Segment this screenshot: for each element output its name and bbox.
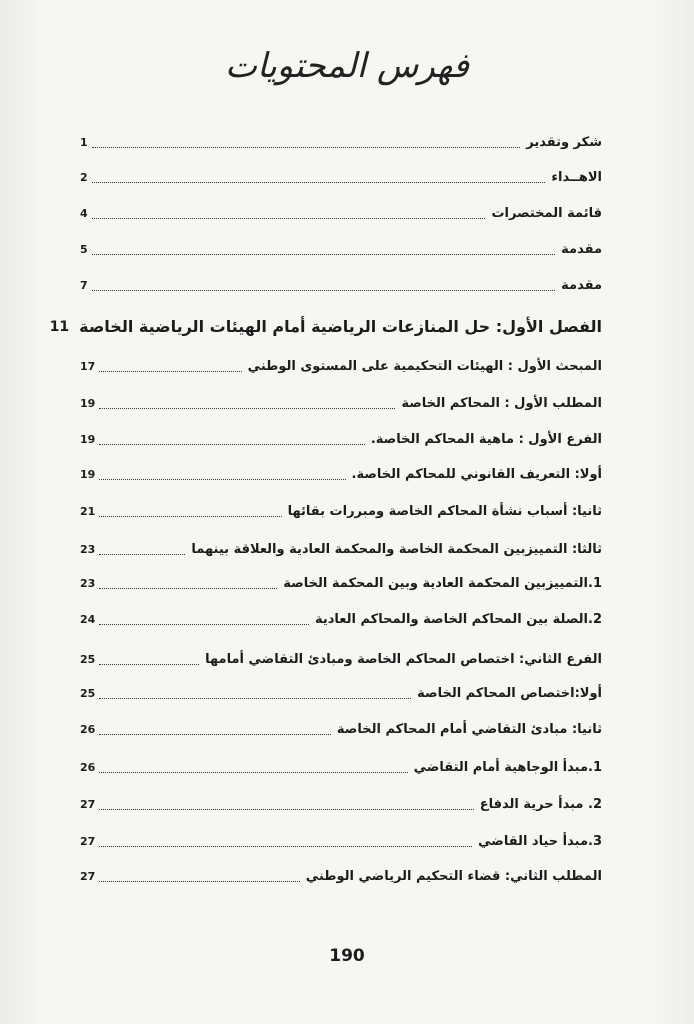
toc-entry — [80, 271, 602, 295]
toc-entry-page: 25 — [80, 687, 96, 700]
toc-entry-page: 26 — [80, 761, 96, 774]
toc-leader-dots — [99, 808, 473, 810]
toc-entry-label: ثالثا: التمييزبين المحكمة الخاصة والمحكمة العادية والعلاقة بينهما — [191, 542, 602, 557]
page-title: فهرس المحتويات — [224, 46, 470, 86]
toc-leader-dots — [99, 663, 199, 665]
toc-leader-dots — [99, 587, 277, 589]
toc-entry-label: الفرع الثاني: اختصاص المحاكم الخاصة ومبادئ التقاضي أمامها — [205, 652, 602, 667]
toc-entry-label: 3.مبدأ حياد القاضي — [478, 834, 602, 849]
toc-entry-label: 1.التمييزبين المحكمة العادية وبين المحكمة الخاصة — [283, 576, 602, 591]
toc-entry — [80, 790, 602, 814]
toc-entry-page: 1 — [80, 136, 88, 149]
toc-entry — [80, 753, 602, 777]
toc-entry-page: 23 — [80, 577, 96, 590]
toc-entry-page: 5 — [80, 243, 88, 256]
toc-entry — [80, 535, 602, 559]
toc-leader-dots — [92, 181, 546, 183]
toc-leader-dots — [99, 845, 472, 847]
toc-entry-label: قائمة المختصرات — [491, 206, 602, 221]
toc-leader-dots — [99, 553, 185, 555]
toc-entry-label: أولا:اختصاص المحاكم الخاصة — [417, 686, 602, 701]
toc-entry — [80, 425, 602, 449]
toc-entry-label: أولا: التعريف القانوني للمحاكم الخاصة. — [351, 467, 602, 482]
toc-entry — [80, 352, 602, 376]
toc-entry-page: 11 — [49, 319, 70, 335]
toc-entry-page: 23 — [80, 543, 96, 556]
toc-entry — [80, 645, 602, 669]
toc-entry-page: 21 — [80, 505, 96, 518]
toc-leader-dots — [99, 515, 281, 517]
toc-entry-page: 7 — [80, 279, 88, 292]
toc-entry-label: ثانيا: مبادئ التقاضي أمام المحاكم الخاصة — [336, 722, 602, 737]
toc-entry-label: المبحث الأول : الهيئات التحكيمية على المستوى الوطني — [247, 359, 602, 374]
toc-entry-page: 24 — [80, 613, 96, 626]
toc-entry — [80, 163, 602, 187]
toc-entry-label: الفصل الأول: حل المنازعات الرياضية أمام الهيئات الرياضية الخاصة — [79, 317, 602, 336]
toc-entry — [80, 605, 602, 629]
toc-leader-dots — [99, 407, 395, 409]
toc-entry-page: 19 — [80, 468, 96, 481]
toc-entry-page: 17 — [80, 360, 96, 373]
toc-chapter-entry — [49, 312, 602, 336]
toc-entry — [80, 715, 602, 739]
toc-leader-dots — [92, 289, 555, 291]
toc-entry-label: شكر وتقدير — [526, 135, 602, 150]
toc-entry — [80, 569, 602, 593]
toc-leader-dots — [99, 478, 345, 480]
toc-entry-page: 27 — [80, 870, 96, 883]
toc-entry-page: 25 — [80, 653, 96, 666]
toc-leader-dots — [99, 697, 411, 699]
toc-entry-page: 2 — [80, 171, 88, 184]
toc-entry-page: 4 — [80, 207, 88, 220]
toc-entry — [80, 679, 602, 703]
toc-entry — [80, 827, 602, 851]
toc-leader-dots — [99, 733, 331, 735]
toc-entry-label: المطلب الثاني: قضاء التحكيم الرياضي الوطني — [305, 869, 602, 884]
toc-entry — [80, 460, 602, 484]
toc-entry-page: 19 — [80, 397, 96, 410]
toc-leader-dots — [99, 443, 365, 445]
toc-leader-dots — [99, 880, 299, 882]
toc-leader-dots — [92, 217, 486, 219]
toc-leader-dots — [92, 146, 521, 148]
toc-leader-dots — [99, 623, 309, 625]
toc-entry — [80, 862, 602, 886]
toc-leader-dots — [92, 253, 555, 255]
page-number: 190 — [329, 946, 365, 966]
toc-entry-label: مقدمة — [561, 242, 602, 257]
toc-entry — [80, 389, 602, 413]
toc-entry — [80, 235, 602, 259]
toc-entry-page: 27 — [80, 798, 96, 811]
toc-entry-page: 26 — [80, 723, 96, 736]
toc-entry-label: ثانيا: أسباب نشأة المحاكم الخاصة ومبررات بقائها — [287, 504, 602, 519]
toc-entry-label: المطلب الأول : المحاكم الخاصة — [401, 396, 602, 411]
toc-entry — [80, 199, 602, 223]
toc-entry-page: 27 — [80, 835, 96, 848]
toc-leader-dots — [99, 370, 241, 372]
toc-entry-label: 1.مبدأ الوجاهية أمام التقاضي — [413, 760, 602, 775]
toc-entry-label: الاهــداء — [551, 170, 602, 185]
toc-entry-label: 2.الصلة بين المحاكم الخاصة والمحاكم العادية — [314, 612, 602, 627]
toc-entry — [80, 497, 602, 521]
toc-entry-label: الفرع الأول : ماهية المحاكم الخاصة. — [370, 432, 602, 447]
toc-entry — [80, 128, 602, 152]
toc-entry-label: مقدمة — [561, 278, 602, 293]
toc-leader-dots — [99, 771, 407, 773]
toc-entry-page: 19 — [80, 433, 96, 446]
toc-entry-label: 2. مبدأ حرية الدفاع — [479, 797, 602, 812]
